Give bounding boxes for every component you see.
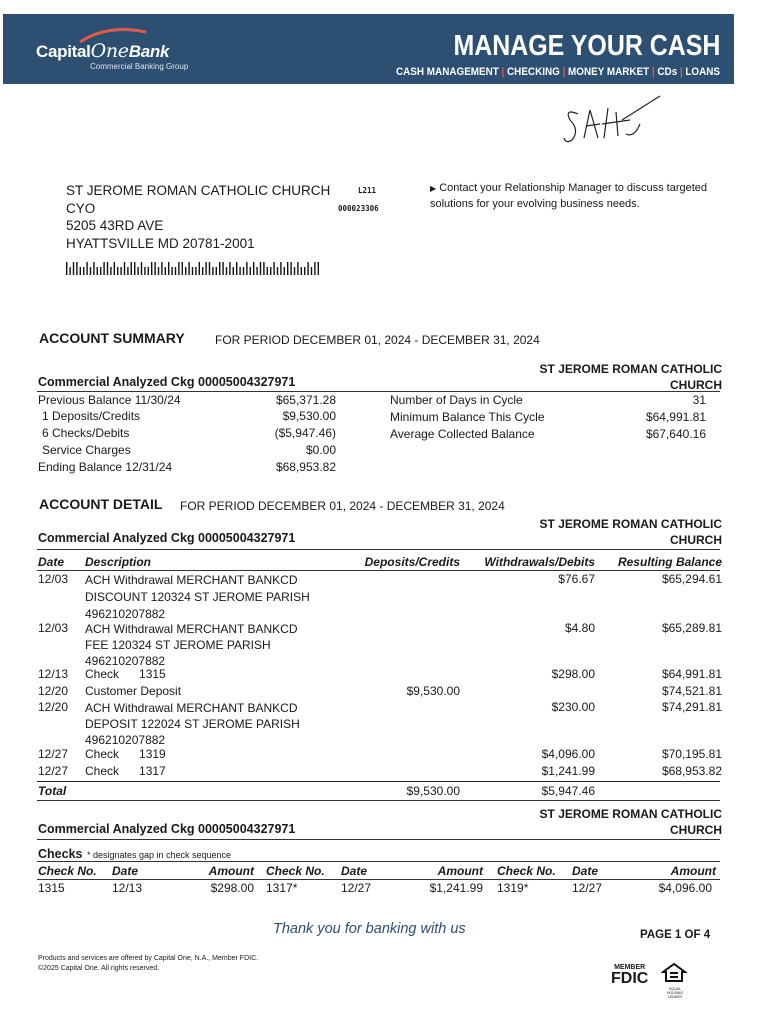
barcode-bar [182, 262, 183, 275]
barcode-bar [304, 267, 305, 275]
summary-left-value: $65,371.28 [275, 393, 336, 407]
barcode-bar [318, 262, 319, 275]
barcode-bar [226, 267, 227, 275]
barcode-bar [280, 262, 281, 275]
barcode-bar [246, 262, 247, 275]
barcode-bar [290, 262, 291, 275]
barcode-bar [301, 267, 302, 275]
signature [560, 94, 665, 150]
summary-period: FOR PERIOD DECEMBER 01, 2024 - DECEMBER 31, 2024 [215, 333, 540, 347]
barcode-bar [137, 267, 138, 275]
divider [37, 800, 720, 801]
barcode-bar [205, 262, 206, 275]
barcode-bar [239, 267, 240, 275]
summary-left-label: 1 Deposits/Credits [42, 409, 141, 423]
disclaimer: Products and services are offered by Capital One, N.A., Member FDIC. ©2025 Capital One. All rights reserved. [38, 955, 259, 972]
col-header-debits: Withdrawals/Debits [484, 555, 595, 569]
barcode-bar [216, 267, 217, 275]
barcode-bar [171, 267, 172, 275]
barcode-bar [114, 262, 115, 275]
barcode-bar [120, 267, 121, 275]
summary-account: Commercial Analyzed Ckg 00005004327971 [38, 375, 296, 389]
barcode-bar [267, 267, 268, 275]
barcode-bar [124, 262, 125, 275]
barcode-bar [154, 262, 155, 275]
barcode-bar [199, 262, 200, 275]
barcode-bar [212, 267, 213, 275]
mailing-address: ST JEROME ROMAN CATHOLIC CHURCH CYO 5205 43RD AVE HYATTSVILLE MD 20781-2001 [66, 183, 331, 251]
col-header-balance: Resulting Balance [617, 555, 722, 569]
barcode-bar [144, 267, 145, 275]
mail-codes: L211 000023306 [338, 186, 379, 213]
barcode-bar [202, 267, 203, 275]
summary-right-label: Average Collected Balance [390, 427, 535, 441]
barcode-bar [80, 267, 81, 275]
barcode-bar [222, 262, 223, 275]
barcode-bar [178, 262, 179, 275]
checks-owner: ST JEROME ROMAN CATHOLIC CHURCH [539, 807, 722, 837]
barcode-bar [270, 267, 271, 275]
banner-title: MANAGE YOUR CASH [453, 30, 720, 62]
barcode-bar [100, 267, 101, 275]
barcode-bar [69, 267, 70, 275]
bank-logo: CapitalOneBank [36, 40, 170, 62]
barcode-bar [188, 262, 189, 275]
triangle-right-icon: ▶ [430, 184, 437, 193]
barcode-bar [219, 262, 220, 275]
barcode-bar [192, 267, 193, 275]
barcode-bar [83, 267, 84, 275]
barcode-bar [307, 262, 308, 275]
barcode-bar [284, 267, 285, 275]
detail-title: ACCOUNT DETAIL [39, 496, 163, 512]
barcode-bar [107, 262, 108, 275]
fdic-logo: MEMBER FDIC [611, 964, 649, 987]
summary-title: ACCOUNT SUMMARY [39, 330, 185, 346]
barcode-bar [250, 267, 251, 275]
barcode-bar [86, 262, 87, 275]
col-header-credits: Deposits/Credits [364, 555, 460, 569]
barcode-bar [127, 267, 128, 275]
summary-left-value: $68,953.82 [275, 460, 336, 474]
barcode-bar [158, 267, 159, 275]
summary-left-value: $0.00 [305, 443, 336, 457]
summary-owner: ST JEROME ROMAN CATHOLIC CHURCH [539, 362, 722, 392]
detail-owner: ST JEROME ROMAN CATHOLIC CHURCH [539, 517, 722, 547]
barcode-bar [243, 267, 244, 275]
thank-you-note: Thank you for banking with us [273, 921, 466, 937]
divider [37, 879, 720, 880]
barcode-bar [76, 262, 77, 275]
barcode-bar [90, 267, 91, 275]
barcode-bar [260, 262, 261, 275]
barcode-bar [277, 267, 278, 275]
page-number: PAGE 1 OF 4 [640, 929, 711, 941]
barcode-bar [131, 262, 132, 275]
barcode-bar [185, 267, 186, 275]
barcode-bar [66, 262, 67, 275]
col-header-description: Description [85, 555, 152, 569]
equal-housing-lender-logo: EQUAL HOUSING LENDER [661, 962, 689, 999]
barcode-bar [229, 262, 230, 275]
barcode-bar [273, 262, 274, 275]
checks-title: Checks * designates gap in check sequence [38, 847, 232, 861]
detail-account: Commercial Analyzed Ckg 00005004327971 [38, 531, 296, 545]
divider [37, 549, 720, 550]
summary-right-value: $67,640.16 [645, 427, 706, 441]
summary-right-value: 31 [692, 393, 706, 407]
divider [37, 570, 720, 571]
barcode-bar [134, 262, 135, 275]
divider [37, 391, 720, 392]
summary-left-value: $9,530.00 [282, 409, 336, 423]
barcode-bar [97, 267, 98, 275]
summary-right-value: $64,991.81 [645, 410, 706, 424]
summary-left-label: Service Charges [42, 443, 131, 457]
barcode-bar [103, 262, 104, 275]
summary-right-label: Number of Days in Cycle [390, 393, 523, 407]
barcode-bar [195, 267, 196, 275]
barcode-bar [297, 262, 298, 275]
barcode-bar [117, 267, 118, 275]
barcode-bar [233, 267, 234, 275]
barcode-bar [263, 262, 264, 275]
barcode-bar [165, 267, 166, 275]
banner-services: CASH MANAGEMENT | CHECKING | MONEY MARKET | CDs | LOANS [395, 66, 720, 78]
barcode-bar [141, 262, 142, 275]
summary-left-label: Previous Balance 11/30/24 [38, 393, 181, 407]
barcode-bar [311, 267, 312, 275]
barcode-bar [168, 262, 169, 275]
barcode-bar [161, 262, 162, 275]
postal-barcode [66, 262, 322, 276]
barcode-bar [314, 262, 315, 275]
barcode-bar [151, 262, 152, 275]
barcode-bar [256, 267, 257, 275]
barcode-bar [148, 267, 149, 275]
barcode-bar [110, 267, 111, 275]
divider [37, 781, 720, 782]
divider [37, 839, 720, 840]
summary-right-label: Minimum Balance This Cycle [390, 410, 545, 424]
barcode-bar [209, 262, 210, 275]
barcode-bar [287, 262, 288, 275]
divider [37, 861, 720, 862]
summary-left-label: Ending Balance 12/31/24 [38, 460, 173, 474]
summary-left-value: ($5,947.46) [274, 426, 336, 440]
equal-housing-icon [661, 962, 687, 982]
summary-left-label: 6 Checks/Debits [42, 426, 130, 440]
col-header-date: Date [38, 555, 65, 569]
barcode-bar [73, 262, 74, 275]
logo-subtitle: Commercial Banking Group [90, 62, 189, 71]
contact-note: ▶ Contact your Relationship Manager to discuss targeted solutions for your evolving business needs. [430, 182, 708, 210]
barcode-bar [294, 267, 295, 275]
detail-period: FOR PERIOD DECEMBER 01, 2024 - DECEMBER 31, 2024 [180, 499, 505, 513]
barcode-bar [175, 267, 176, 275]
barcode-bar [93, 262, 94, 275]
barcode-bar [253, 262, 254, 275]
barcode-bar [236, 262, 237, 275]
checks-account: Commercial Analyzed Ckg 00005004327971 [38, 822, 296, 836]
